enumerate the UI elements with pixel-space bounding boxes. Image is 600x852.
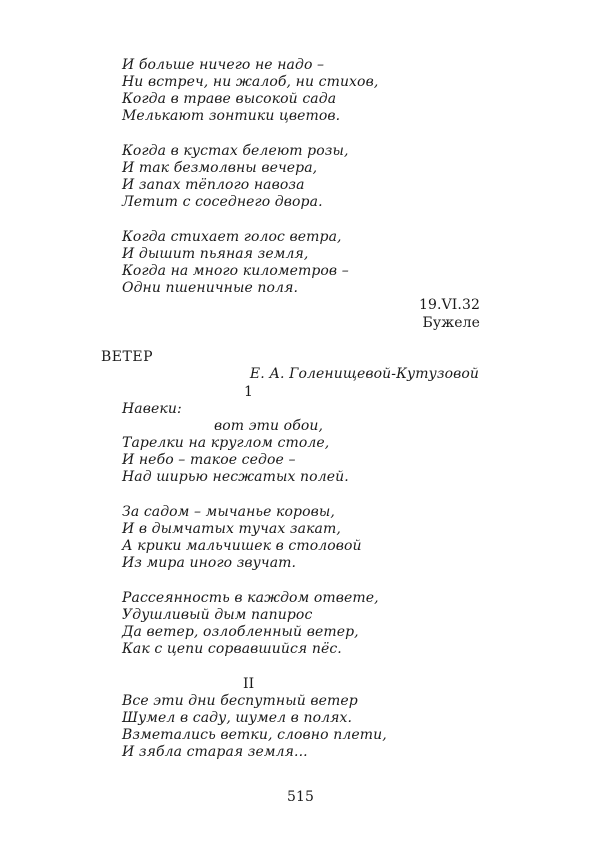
verse-line: Как с цепи сорвавшийся пёс.	[122, 641, 342, 657]
verse-line: Тарелки на круглом столе,	[122, 435, 330, 451]
verse-line: Из мира иного звучат.	[122, 555, 297, 571]
verse-line: За садом – мычанье коровы,	[122, 504, 335, 520]
verse-line: И небо – такое седое –	[122, 452, 296, 468]
verse-line: И больше ничего не надо –	[122, 57, 325, 73]
part-numeral-2: II	[243, 676, 255, 692]
verse-line: Шумел в саду, шумел в полях.	[122, 710, 353, 726]
page-number: 515	[287, 789, 315, 805]
verse-line: Когда стихает голос ветра,	[122, 229, 342, 245]
verse-line: Одни пшеничные поля.	[122, 280, 298, 296]
verse-line: Мелькают зонтики цветов.	[122, 108, 341, 124]
verse-line: Когда в траве высокой сада	[122, 91, 337, 107]
verse-line: Да ветер, озлобленный ветер,	[122, 624, 359, 640]
verse-line: Когда в кустах белеют розы,	[122, 143, 349, 159]
poem-place: Бужеле	[422, 315, 480, 331]
verse-line: Удушливый дым папирос	[122, 607, 313, 623]
verse-line: Ни встреч, ни жалоб, ни стихов,	[122, 74, 379, 90]
verse-line: И запах тёплого навоза	[122, 177, 305, 193]
verse-line: Взметались ветки, словно плети,	[122, 727, 387, 743]
verse-line: Летит с соседнего двора.	[122, 194, 323, 210]
part-numeral-1: 1	[244, 384, 254, 400]
verse-line: И дышит пьяная земля,	[122, 246, 309, 262]
verse-line: вот эти обои,	[214, 418, 324, 434]
verse-line: Над ширью несжатых полей.	[122, 469, 349, 485]
verse-line: Навеки:	[122, 401, 182, 417]
verse-line: Все эти дни беспутный ветер	[122, 693, 358, 709]
verse-line: И зябла старая земля...	[122, 744, 308, 760]
verse-line: И в дымчатых тучах закат,	[122, 521, 341, 537]
verse-line: Когда на много километров –	[122, 263, 349, 279]
verse-line: И так безмолвны вечера,	[122, 160, 318, 176]
poem-title: ВЕТЕР	[101, 349, 153, 365]
poem-date: 19.VI.32	[419, 297, 480, 313]
verse-line: А крики мальчишек в столовой	[122, 538, 362, 554]
poem-dedication: Е. А. Голенищевой-Кутузовой	[249, 366, 479, 382]
verse-line: Рассеянность в каждом ответе,	[122, 590, 379, 606]
